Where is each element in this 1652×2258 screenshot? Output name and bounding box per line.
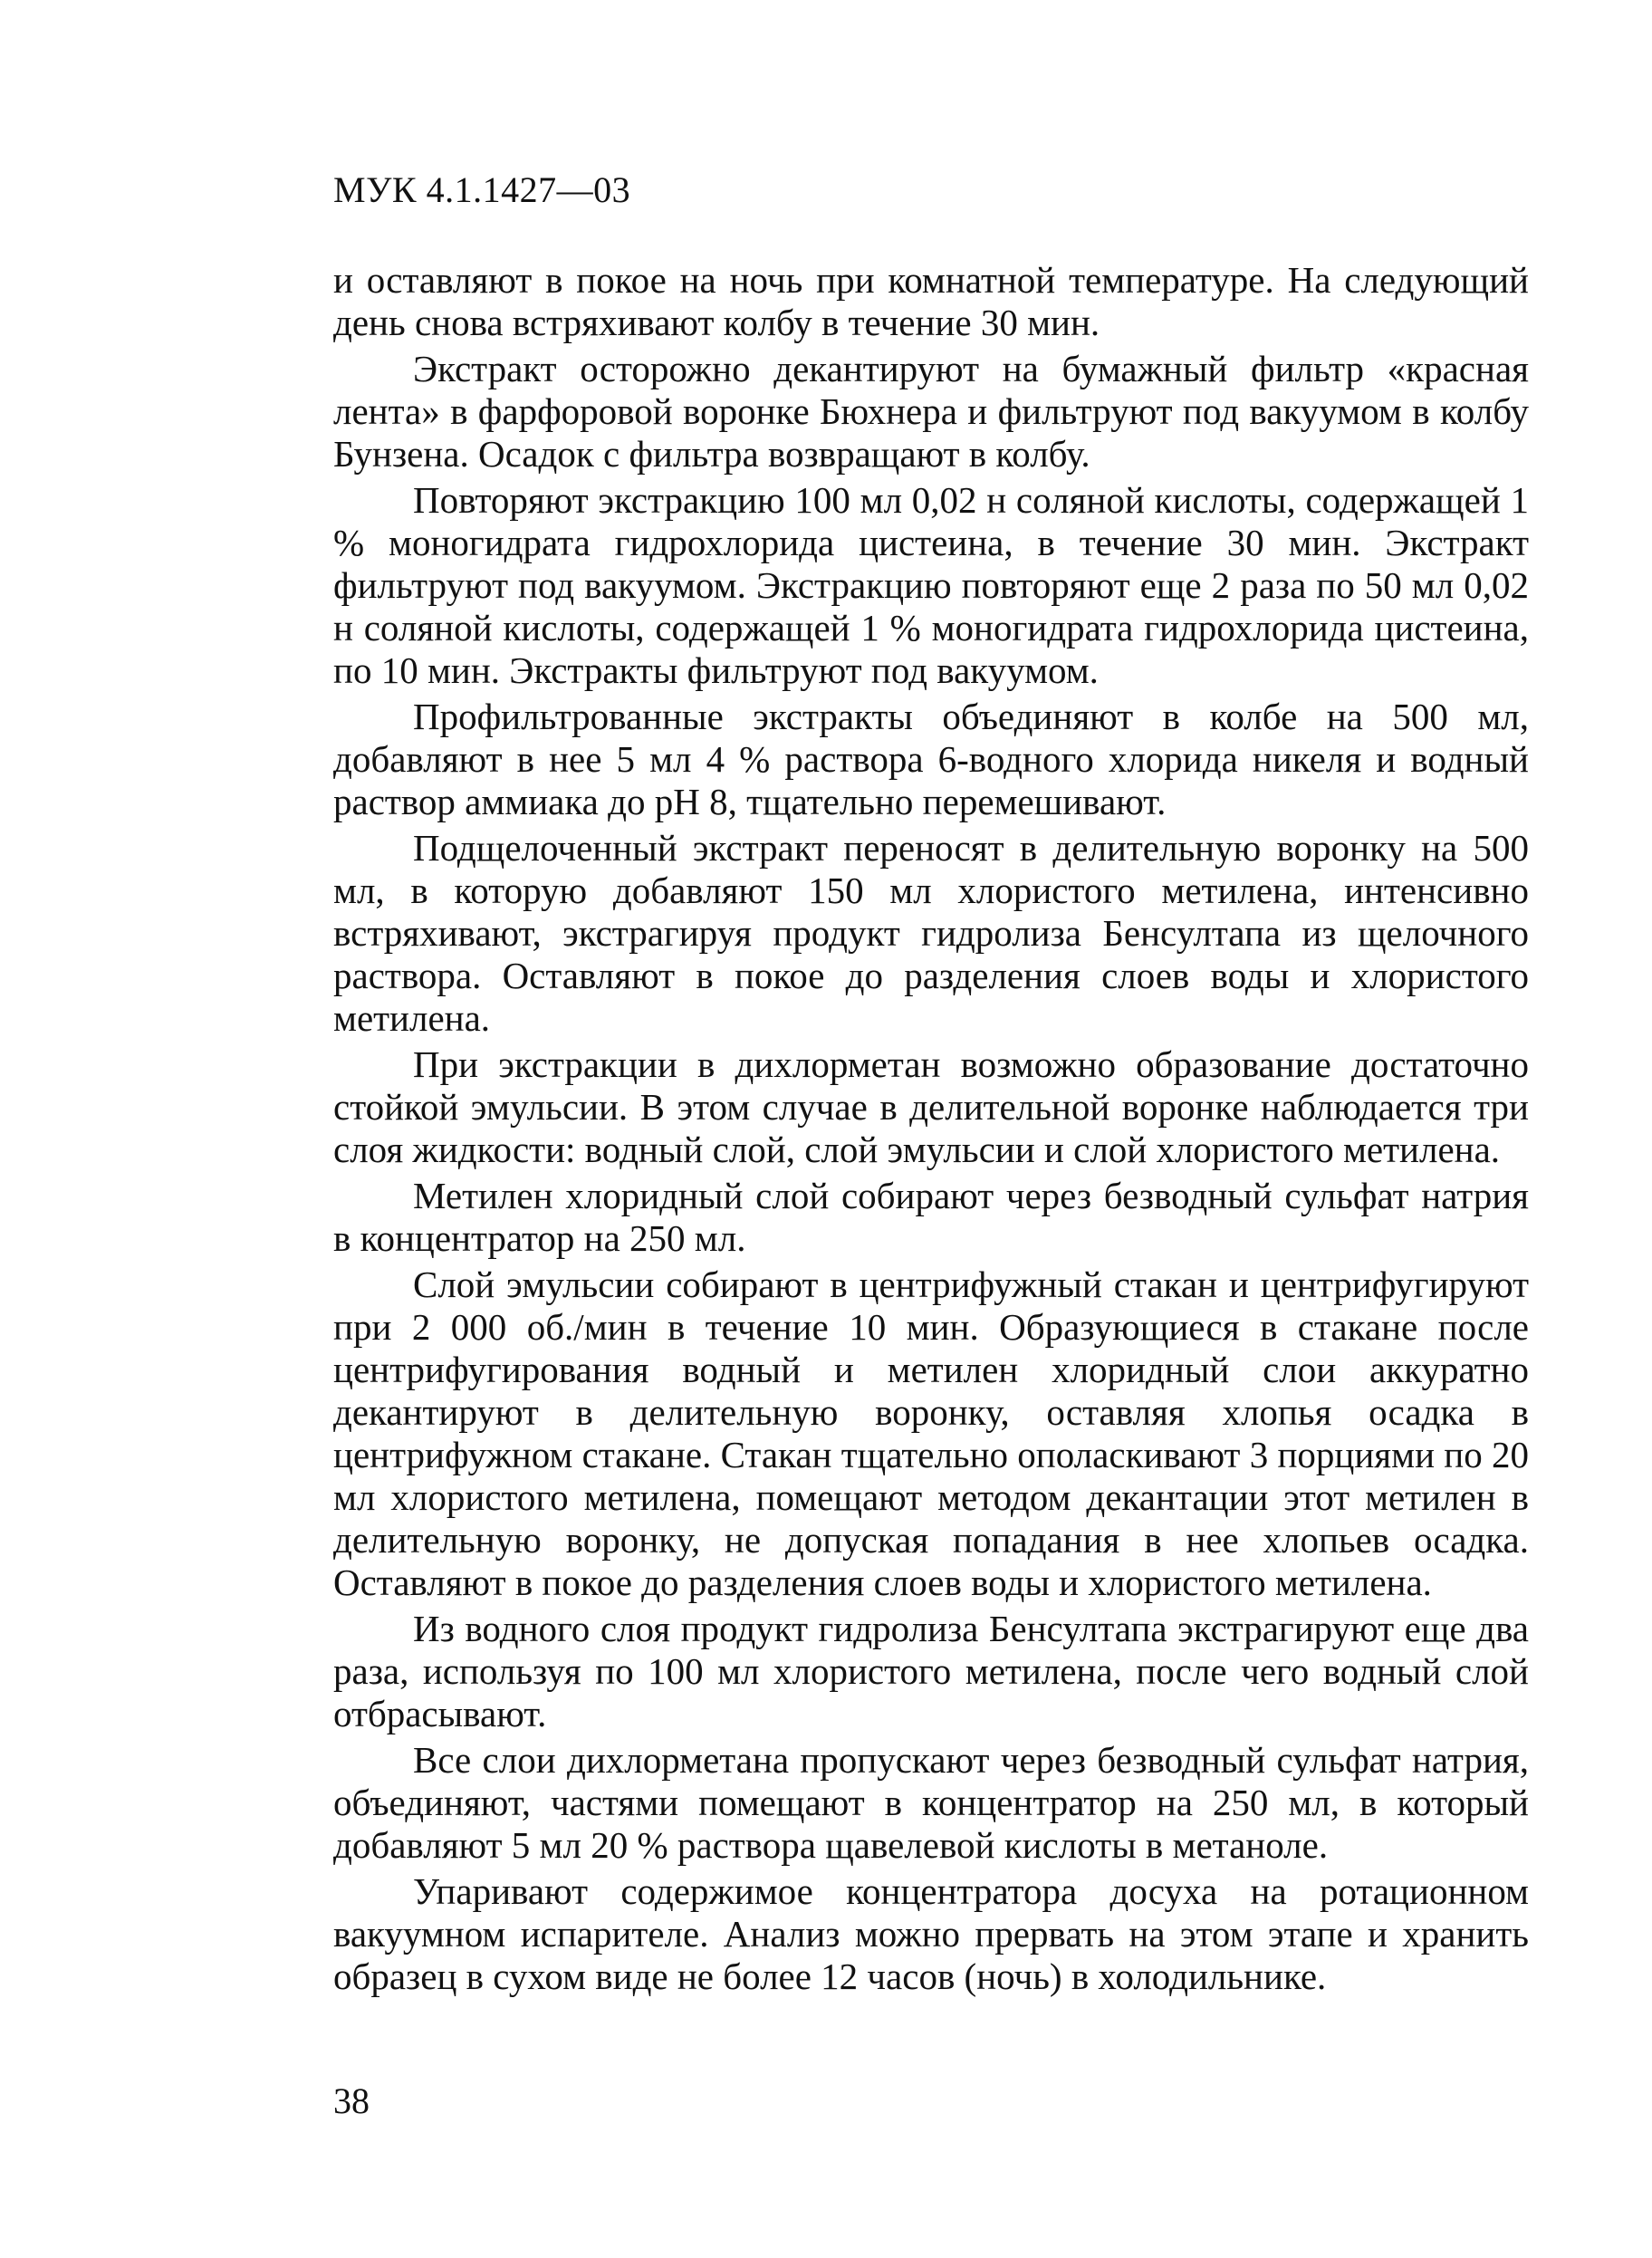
paragraph: Слой эмульсии собирают в центрифужный стакан и центрифугируют при 2 000 об./мин в течение 10 мин. Образующиеся в стакане после центрифугирования водный и метилен хлоридный слои аккуратно декантируют в делительную воронку, оставляя хлопья осадка в центрифужном стакане. Стакан тщательно ополаскивают 3 порциями по 20 мл хлористого метилена, помещают методом декантации этот метилен в делительную воронку, не допуская попадания в нее хлопьев осадка. Оставляют в покое до разделения слоев воды и хлористого метилена. (333, 1264, 1529, 1603)
document-code-header: МУК 4.1.1427—03 (333, 169, 631, 210)
paragraph: Из водного слоя продукт гидролиза Бенсултапа экстрагируют еще два раза, используя по 100 мл хлористого метилена, после чего водный слой отбрасывают. (333, 1608, 1529, 1734)
page-number: 38 (333, 2080, 370, 2121)
paragraph: и оставляют в покое на ночь при комнатной температуре. На следующий день снова встряхивают колбу в течение 30 мин. (333, 259, 1529, 343)
paragraph: Экстракт осторожно декантируют на бумажный фильтр «красная лента» в фарфоровой воронке Бюхнера и фильтруют под вакуумом в колбу Бунзена. Осадок с фильтра возвращают в колбу. (333, 348, 1529, 475)
paragraph: Метилен хлоридный слой собирают через безводный сульфат натрия в концентратор на 250 мл. (333, 1175, 1529, 1259)
paragraph: Профильтрованные экстракты объединяют в колбе на 500 мл, добавляют в нее 5 мл 4 % раствора 6-водного хлорида никеля и водный раствор аммиака до pH 8, тщательно перемешивают. (333, 696, 1529, 822)
paragraph: При экстракции в дихлорметан возможно образование достаточно стойкой эмульсии. В этом случае в делительной воронке наблюдается три слоя жидкости: водный слой, слой эмульсии и слой хлористого метилена. (333, 1043, 1529, 1170)
paragraph: Упаривают содержимое концентратора досуха на ротационном вакуумном испарителе. Анализ можно прервать на этом этапе и хранить образец в сухом виде не более 12 часов (ночь) в холодильнике. (333, 1870, 1529, 1997)
body-text (333, 259, 1529, 2002)
paragraph: Повторяют экстракцию 100 мл 0,02 н соляной кислоты, содержащей 1 % моногидрата гидрохлорида цистеина, в течение 30 мин. Экстракт фильтруют под вакуумом. Экстракцию повторяют еще 2 раза по 50 мл 0,02 н соляной кислоты, содержащей 1 % моногидрата гидрохлорида цистеина, по 10 мин. Экстракты фильтруют под вакуумом. (333, 479, 1529, 691)
paragraph: Подщелоченный экстракт переносят в делительную воронку на 500 мл, в которую добавляют 150 мл хлористого метилена, интенсивно встряхивают, экстрагируя продукт гидролиза Бенсултапа из щелочного раствора. Оставляют в покое до разделения слоев воды и хлористого метилена. (333, 827, 1529, 1039)
paragraph: Все слои дихлорметана пропускают через безводный сульфат натрия, объединяют, частями помещают в концентратор на 250 мл, в который добавляют 5 мл 20 % раствора щавелевой кислоты в метаноле. (333, 1739, 1529, 1866)
